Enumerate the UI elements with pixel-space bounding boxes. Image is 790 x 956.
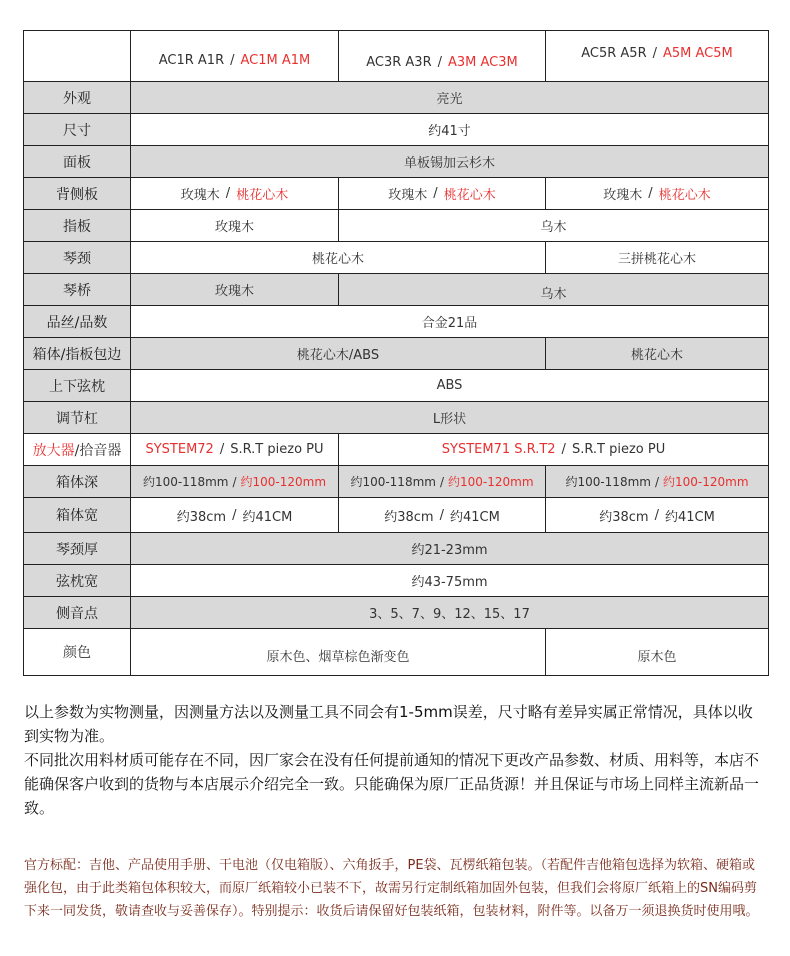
row-label-color: 颜色 [23, 628, 131, 676]
binding-col3: 桃花心木 [545, 337, 769, 370]
row-label-neck: 琴颈 [23, 241, 131, 274]
body-depth-col2: 约100-118mm / 约100-120mm [338, 465, 546, 498]
neck-col12: 桃花心木 [130, 241, 546, 274]
header-model-col2: AC3R A3R / A3M AC3M [338, 30, 546, 82]
pickup-col1: SYSTEM72 / S.R.T piezo PU [130, 433, 339, 466]
color-col3: 原木色 [545, 628, 769, 676]
bridge-col23: 乌木 [338, 273, 769, 306]
finish-value: 亮光 [130, 81, 769, 114]
material-disclaimer: 不同批次用料材质可能存在不同，因厂家会在没有任何提前通知的情况下更改产品参数、材质、用料等，本店不能确保客户收到的货物与本店展示介绍完全一致。只能确保为原厂正品货源！并且保证与市场上同样主流新品一致。 [24, 751, 760, 817]
header-model-col1: AC1R A1R / AC1M A1M [130, 30, 339, 82]
nut-saddle-value: ABS [130, 369, 769, 402]
row-label-pickup: 放大器 /拾音器 [23, 433, 131, 466]
size-value: 约41寸 [130, 113, 769, 146]
body-depth-col3: 约100-118mm / 约100-120mm [545, 465, 769, 498]
body-width-col2: 约38cm / 约41CM [338, 497, 546, 533]
fingerboard-col1: 玫瑰木 [130, 209, 339, 242]
bridge-col1: 玫瑰木 [130, 273, 339, 306]
row-label-truss-rod: 调节杠 [23, 401, 131, 434]
row-label-nut-width: 弦枕宽 [23, 564, 131, 597]
row-label-bridge: 琴桥 [23, 273, 131, 306]
body-width-col3: 约38cm / 约41CM [545, 497, 769, 533]
color-col12: 原木色、烟草棕色渐变色 [130, 628, 546, 676]
binding-col12: 桃花心木/ABS [130, 337, 546, 370]
truss-rod-value: L形状 [130, 401, 769, 434]
frets-value: 合金21品 [130, 305, 769, 338]
back-side-col1: 玫瑰木 / 桃花心木 [130, 177, 339, 210]
row-label-side-dots: 侧音点 [23, 596, 131, 629]
neck-col3: 三拼桃花心木 [545, 241, 769, 274]
row-label-fingerboard: 指板 [23, 209, 131, 242]
nut-width-value: 约43-75mm [130, 564, 769, 597]
row-label-frets: 品丝/品数 [23, 305, 131, 338]
row-label-neck-thickness: 琴颈厚 [23, 532, 131, 565]
header-model-col3: AC5R A5R / A5M AC5M [545, 30, 769, 82]
row-label-back-side: 背侧板 [23, 177, 131, 210]
back-side-col2: 玫瑰木 / 桃花心木 [338, 177, 546, 210]
pickup-col23: SYSTEM71 S.R.T2 / S.R.T piezo PU [338, 433, 769, 466]
row-label-binding: 箱体/指板包边 [23, 337, 131, 370]
top-value: 单板锡加云杉木 [130, 145, 769, 178]
official-accessories-note: 官方标配：吉他、产品使用手册、干电池（仅电箱版）、六角扳手，PE袋、瓦楞纸箱包装。（若配件吉他箱包选择为软箱、硬箱或强化包，由于此类箱包体积较大，而原厂纸箱较小已装不下，故需另行定制纸箱加固外包装，但我们会将原厂纸箱上的SN编码剪下来一同发货，敬请查收与妥善保存）。特别提示：收货后请保留好包装纸箱，包装材料，附件等。以备万一须退换货时使用哦。 [24, 858, 759, 919]
row-label-size: 尺寸 [23, 113, 131, 146]
row-label-top: 面板 [23, 145, 131, 178]
row-label-finish: 外观 [23, 81, 131, 114]
row-label-body-depth: 箱体深 [23, 465, 131, 498]
fingerboard-col23: 乌木 [338, 209, 769, 242]
header-corner [23, 30, 131, 82]
body-width-col1: 约38cm / 约41CM [130, 497, 339, 533]
row-label-nut-saddle: 上下弦枕 [23, 369, 131, 402]
back-side-col3: 玫瑰木 / 桃花心木 [545, 177, 769, 210]
row-label-body-width: 箱体宽 [23, 497, 131, 533]
neck-thickness-value: 约21-23mm [130, 532, 769, 565]
side-dots-value: 3、5、7、9、12、15、17 [130, 596, 769, 629]
measurement-note: 以上参数为实物测量，因测量方法以及测量工具不同会有1-5mm误差，尺寸略有差异实属正常情况，具体以收到实物为准。 [24, 703, 753, 745]
body-depth-col1: 约100-118mm / 约100-120mm [130, 465, 339, 498]
